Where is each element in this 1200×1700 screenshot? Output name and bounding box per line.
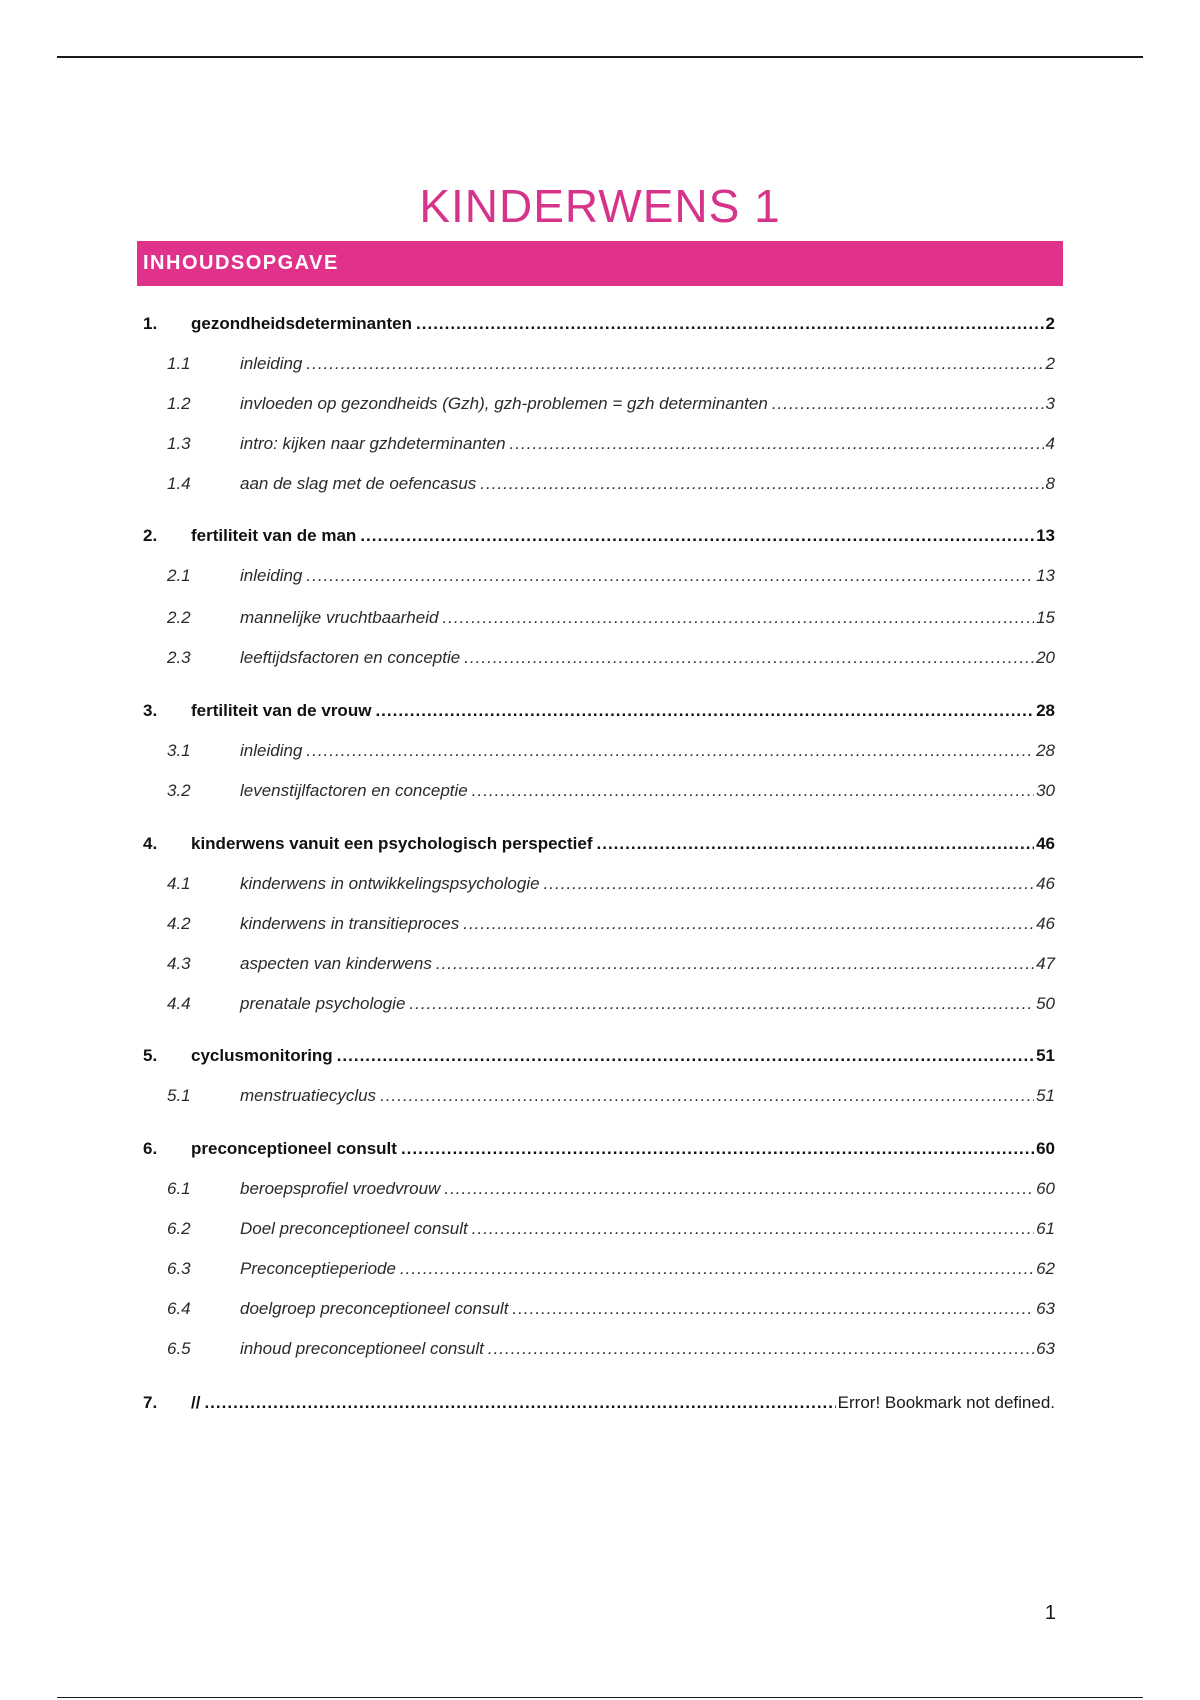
page-number: 1 xyxy=(1044,1602,1056,1624)
toc-entry-page: Error! Bookmark not defined. xyxy=(837,1393,1055,1412)
toc-dot-leader xyxy=(306,737,1034,765)
toc-dot-leader xyxy=(488,1335,1034,1363)
toc-subsection-entry[interactable] xyxy=(143,1335,1055,1363)
toc-entry-label: preconceptioneel consult xyxy=(191,1139,397,1158)
toc-entry-label: aan de slag met de oefencasus xyxy=(240,474,477,493)
toc-dot-leader xyxy=(464,644,1034,672)
toc-entry-page: 13 xyxy=(1036,566,1055,585)
toc-entry-label: intro: kijken naar gzhdeterminanten xyxy=(240,434,506,453)
toc-entry-number: 2. xyxy=(143,526,158,545)
toc-subsection-entry[interactable] xyxy=(143,1175,1055,1203)
toc-entry-page: 13 xyxy=(1036,526,1055,545)
toc-entry-number: 6.3 xyxy=(167,1259,191,1278)
toc-entry-number: 1.4 xyxy=(167,474,191,493)
toc-subsection-entry[interactable] xyxy=(143,350,1055,378)
toc-section-entry[interactable] xyxy=(143,310,1055,338)
toc-entry-page: 15 xyxy=(1036,608,1055,627)
toc-subsection-entry[interactable] xyxy=(143,1295,1055,1323)
toc-entry-number: 6. xyxy=(143,1139,158,1158)
toc-dot-leader xyxy=(375,697,1034,725)
toc-entry-page: 47 xyxy=(1036,954,1055,973)
toc-entry-number: 1.3 xyxy=(167,434,191,453)
toc-entry-number: 6.4 xyxy=(167,1299,191,1318)
toc-entry-number: 6.5 xyxy=(167,1339,191,1358)
toc-subsection-entry[interactable] xyxy=(143,910,1055,938)
toc-entry-page: 63 xyxy=(1036,1299,1055,1318)
toc-entry-number: 6.2 xyxy=(167,1219,191,1238)
toc-heading-banner xyxy=(137,241,1063,286)
toc-entry-number: 2.3 xyxy=(167,648,191,667)
toc-section-entry[interactable] xyxy=(143,1135,1055,1163)
toc-entry-page: 8 xyxy=(1045,474,1055,493)
toc-entry-label: invloeden op gezondheids (Gzh), gzh-problemen = gzh determinanten xyxy=(240,394,768,413)
toc-entry-page: 62 xyxy=(1036,1259,1055,1278)
toc-entry-label: aspecten van kinderwens xyxy=(240,954,432,973)
toc-dot-leader xyxy=(306,350,1043,378)
toc-subsection-entry[interactable] xyxy=(143,777,1055,805)
toc-entry-number: 6.1 xyxy=(167,1179,191,1198)
toc-entry-label: Doel preconceptioneel consult xyxy=(240,1219,468,1238)
toc-entry-page: 50 xyxy=(1036,994,1055,1013)
toc-entry-number: 3.1 xyxy=(167,741,191,760)
toc-entry-page: 4 xyxy=(1045,434,1055,453)
toc-entry-page: 2 xyxy=(1045,314,1055,333)
toc-subsection-entry[interactable] xyxy=(143,430,1055,458)
toc-entry-page: 61 xyxy=(1036,1219,1055,1238)
toc-entry-page: 2 xyxy=(1045,354,1055,373)
toc-entry-number: 5.1 xyxy=(167,1086,191,1105)
toc-subsection-entry[interactable] xyxy=(143,604,1055,632)
toc-entry-label: beroepsprofiel vroedvrouw xyxy=(240,1179,441,1198)
toc-dot-leader xyxy=(444,1175,1034,1203)
toc-entry-page: 60 xyxy=(1036,1139,1055,1158)
toc-entry-number: 3. xyxy=(143,701,158,720)
toc-heading: INHOUDSOPGAVE xyxy=(143,252,339,274)
toc-entry-number: 4.3 xyxy=(167,954,191,973)
toc-dot-leader xyxy=(512,1295,1034,1323)
toc-entry-label: kinderwens in transitieproces xyxy=(240,914,460,933)
toc-entry-page: 28 xyxy=(1036,701,1055,720)
toc-dot-leader xyxy=(472,1215,1034,1243)
toc-entry-label: menstruatiecyclus xyxy=(240,1086,377,1105)
toc-entry-label: levenstijlfactoren en conceptie xyxy=(240,781,468,800)
toc-dot-leader xyxy=(337,1042,1034,1070)
toc-entry-page: 28 xyxy=(1036,741,1055,760)
toc-entry-label: // xyxy=(191,1393,201,1412)
toc-entry-page: 46 xyxy=(1036,834,1055,853)
toc-dot-leader xyxy=(510,430,1044,458)
footer-rule xyxy=(57,1697,1143,1698)
toc-entry-page: 20 xyxy=(1036,648,1055,667)
toc-section-entry[interactable] xyxy=(143,1389,1055,1417)
toc-subsection-entry[interactable] xyxy=(143,990,1055,1018)
toc-section-entry[interactable] xyxy=(143,1042,1055,1070)
toc-entry-label: kinderwens in ontwikkelingspsychologie xyxy=(240,874,540,893)
toc-entry-label: inleiding xyxy=(240,354,303,373)
toc-dot-leader xyxy=(442,604,1034,632)
toc-entry-label: Preconceptieperiode xyxy=(240,1259,396,1278)
toc-dot-leader xyxy=(401,1135,1034,1163)
toc-dot-leader xyxy=(463,910,1034,938)
toc-entry-label: inleiding xyxy=(240,741,303,760)
toc-entry-label: inleiding xyxy=(240,566,303,585)
toc-entry-number: 5. xyxy=(143,1046,158,1065)
toc-entry-number: 7. xyxy=(143,1393,158,1412)
toc-section-entry[interactable] xyxy=(143,830,1055,858)
toc-dot-leader xyxy=(472,777,1034,805)
toc-dot-leader xyxy=(204,1389,835,1417)
toc-entry-label: leeftijdsfactoren en conceptie xyxy=(240,648,461,667)
toc-dot-leader xyxy=(306,562,1034,590)
toc-entry-page: 30 xyxy=(1036,781,1055,800)
toc-entry-page: 46 xyxy=(1036,914,1055,933)
toc-entry-page: 3 xyxy=(1045,394,1055,413)
toc-entry-number: 1. xyxy=(143,314,158,333)
toc-entry-label: gezondheidsdeterminanten xyxy=(191,314,413,333)
toc-entry-number: 4. xyxy=(143,834,158,853)
toc-section-entry[interactable] xyxy=(143,697,1055,725)
toc-dot-leader xyxy=(360,522,1034,550)
toc-dot-leader xyxy=(436,950,1034,978)
toc-subsection-entry[interactable] xyxy=(143,737,1055,765)
toc-entry-page: 46 xyxy=(1036,874,1055,893)
toc-subsection-entry[interactable] xyxy=(143,390,1055,418)
toc-dot-leader xyxy=(409,990,1034,1018)
toc-entry-page: 51 xyxy=(1036,1046,1055,1065)
toc-subsection-entry[interactable] xyxy=(143,1082,1055,1110)
toc-entry-label: mannelijke vruchtbaarheid xyxy=(240,608,439,627)
toc-subsection-entry[interactable] xyxy=(143,1215,1055,1243)
toc-dot-leader xyxy=(480,470,1043,498)
toc-dot-leader xyxy=(416,310,1044,338)
toc-entry-label: fertiliteit van de vrouw xyxy=(191,701,372,720)
toc-entry-number: 1.1 xyxy=(167,354,191,373)
toc-subsection-entry[interactable] xyxy=(143,950,1055,978)
toc-dot-leader xyxy=(544,870,1035,898)
toc-entry-number: 4.4 xyxy=(167,994,191,1013)
header-rule xyxy=(57,56,1143,58)
toc-subsection-entry[interactable] xyxy=(143,1255,1055,1283)
toc-subsection-entry[interactable] xyxy=(143,644,1055,672)
toc-entry-number: 4.2 xyxy=(167,914,191,933)
toc-entry-label: inhoud preconceptioneel consult xyxy=(240,1339,484,1358)
toc-dot-leader xyxy=(380,1082,1034,1110)
toc-subsection-entry[interactable] xyxy=(143,470,1055,498)
toc-entry-label: cyclusmonitoring xyxy=(191,1046,333,1065)
toc-entry-number: 1.2 xyxy=(167,394,191,413)
toc-dot-leader xyxy=(400,1255,1034,1283)
toc-entry-label: doelgroep preconceptioneel consult xyxy=(240,1299,509,1318)
toc-subsection-entry[interactable] xyxy=(143,870,1055,898)
toc-dot-leader xyxy=(597,830,1035,858)
toc-dot-leader xyxy=(772,390,1044,418)
toc-entry-page: 60 xyxy=(1036,1179,1055,1198)
toc-section-entry[interactable] xyxy=(143,522,1055,550)
toc-entry-number: 2.1 xyxy=(167,566,191,585)
toc-entry-page: 63 xyxy=(1036,1339,1055,1358)
toc-entry-label: kinderwens vanuit een psychologisch perspectief xyxy=(191,834,593,853)
toc-entry-page: 51 xyxy=(1036,1086,1055,1105)
toc-entry-number: 2.2 xyxy=(167,608,191,627)
toc-subsection-entry[interactable] xyxy=(143,562,1055,590)
toc-entry-label: fertiliteit van de man xyxy=(191,526,357,545)
toc-entry-number: 4.1 xyxy=(167,874,191,893)
document-title: KINDERWENS 1 xyxy=(419,179,781,232)
toc-entry-number: 3.2 xyxy=(167,781,191,800)
toc-entry-label: prenatale psychologie xyxy=(240,994,406,1013)
